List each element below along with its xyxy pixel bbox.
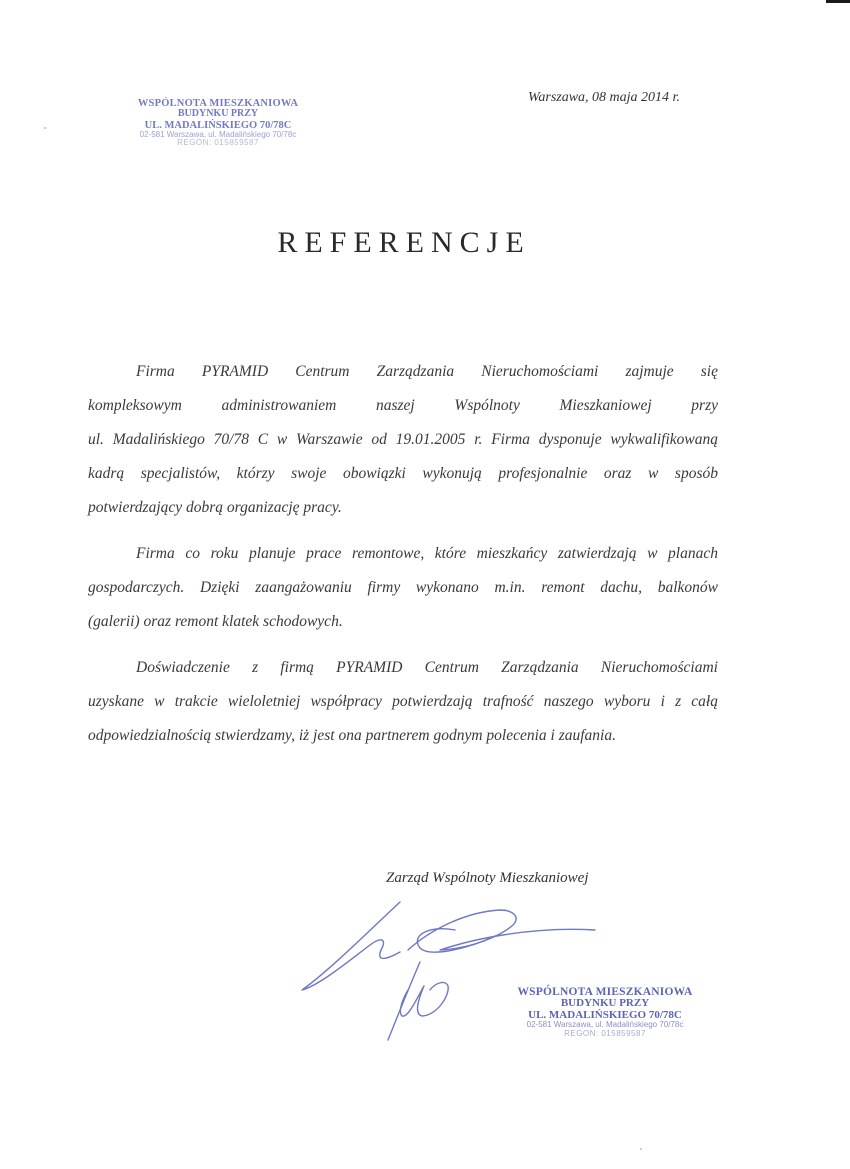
paragraph-line: ul. Madalińskiego 70/78 C w Warszawie od 19.01.2005 r. Firma dysponuje wykwalifikowaną (88, 431, 718, 448)
stamp-line: WSPÓLNOTA MIESZKANIOWA (137, 98, 299, 109)
paragraph-line: odpowiedzialnością stwierdzamy, iż jest ona partnerem godnym polecenia i zaufania. (88, 727, 616, 744)
paragraph-2 (88, 537, 718, 639)
stamp-line: UL. MADALIŃSKIEGO 70/78C (144, 119, 292, 131)
paragraph-line: potwierdzający dobrą organizację pracy. (88, 499, 342, 516)
paragraph-1 (88, 355, 718, 525)
stamp-bottom (500, 986, 710, 1038)
paragraph-line: kadrą specjalistów, którzy swoje obowiązki wykonują profesjonalnie oraz w sposób (88, 465, 718, 482)
paragraph-line: gospodarczych. Dzięki zaangażowaniu firmy wykonano m.in. remont dachu, balkonów (88, 579, 718, 596)
paragraph-line: (galerii) oraz remont klatek schodowych. (88, 613, 343, 630)
scan-speck (640, 1148, 642, 1150)
paragraph-line: Doświadczenie z firmą PYRAMID Centrum Zarządzania Nieruchomościami (136, 659, 718, 676)
signature-label: Zarząd Wspólnoty Mieszkaniowej (386, 870, 589, 886)
scan-speck (44, 127, 46, 129)
paragraph-line: Firma PYRAMID Centrum Zarządzania Nieruchomościami zajmuje się (136, 363, 718, 380)
paragraph-line: kompleksowym administrowaniem naszej Wspólnoty Mieszkaniowej przy (88, 397, 718, 414)
document-title: REFERENCJE (277, 226, 531, 259)
stamp-line: 02-581 Warszawa, ul. Madalińskiego 70/78c (526, 1020, 684, 1030)
stamp-line: WSPÓLNOTA MIESZKANIOWA (517, 986, 693, 998)
stamp-line: UL. MADALIŃSKIEGO 70/78C (528, 1008, 682, 1021)
stamp-line: 02-581 Warszawa, ul. Madalińskiego 70/78c (139, 129, 297, 139)
stamp-line: REGON: 015859587 (564, 1028, 646, 1038)
stamp-line: BUDYNKU PRZY (560, 997, 650, 1010)
place-date: Warszawa, 08 maja 2014 r. (528, 90, 680, 105)
stamp-top (118, 98, 318, 147)
stamp-line: BUDYNKU PRZY (177, 108, 259, 120)
scan-corner-mark (826, 0, 850, 3)
stamp-line: REGON: 015859587 (177, 137, 259, 147)
paragraph-line: uzyskane w trakcie wieloletniej współpracy potwierdzają trafność naszego wyboru i z całą (88, 693, 718, 710)
paragraph-line: Firma co roku planuje prace remontowe, które mieszkańcy zatwierdzają w planach (136, 545, 718, 562)
paragraph-3 (88, 651, 718, 753)
